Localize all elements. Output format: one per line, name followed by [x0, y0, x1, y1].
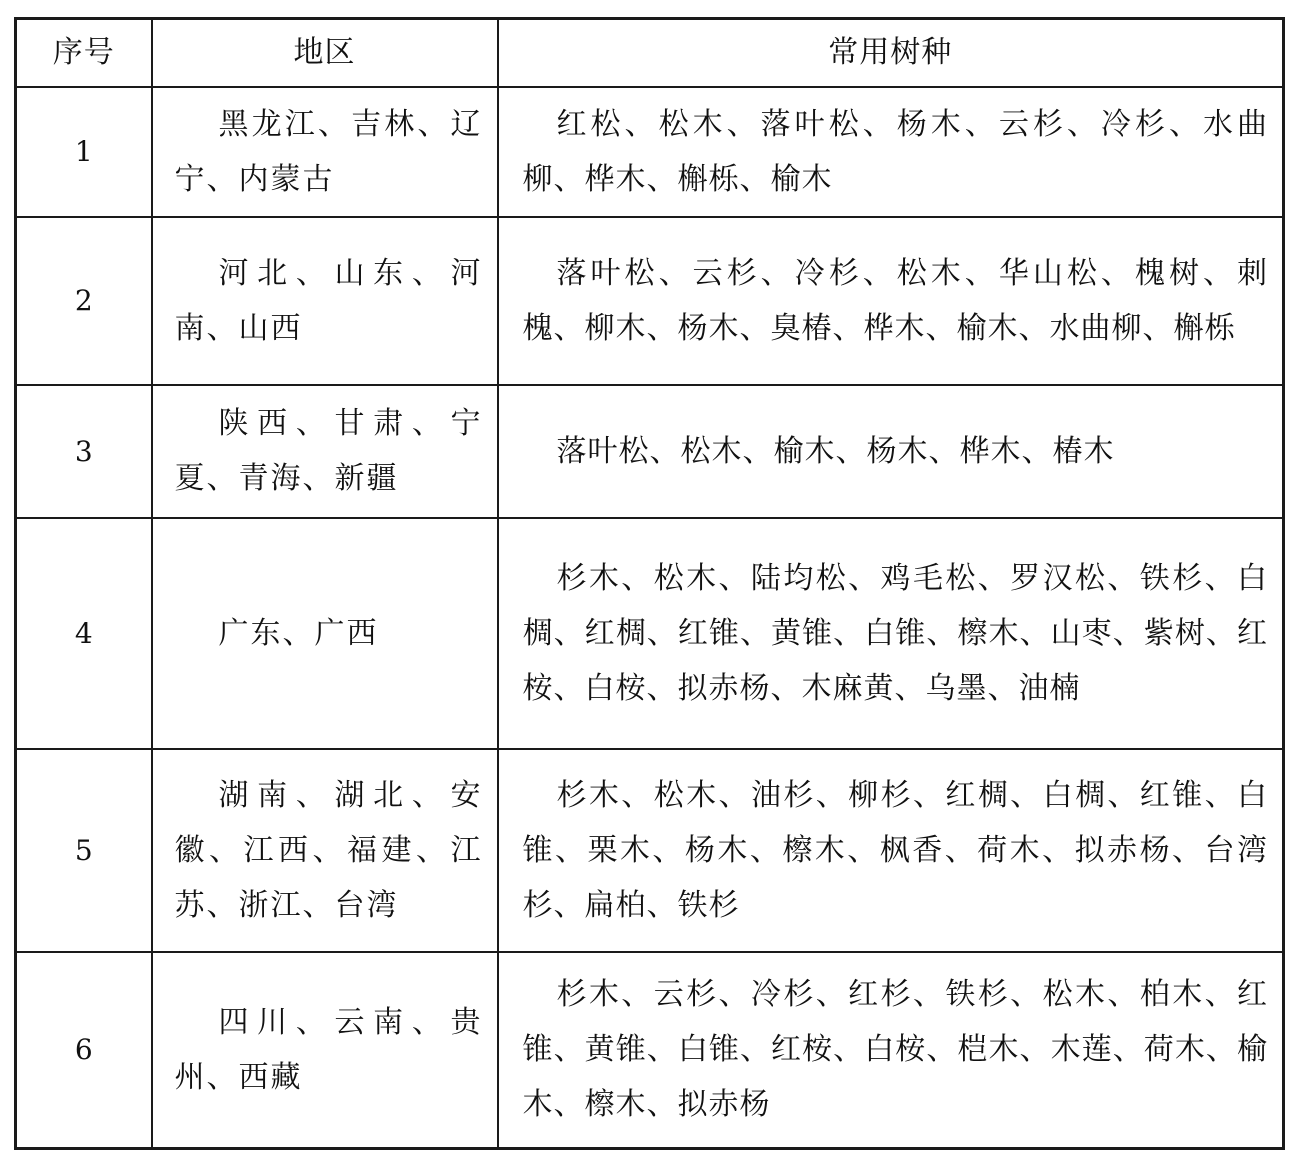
region-cell: 湖南、湖北、安徽、江西、福建、江苏、浙江、台湾: [152, 749, 498, 952]
table-row: [16, 749, 1284, 952]
table-row: [16, 87, 1284, 217]
region-cell: 广东、广西: [152, 518, 498, 749]
table-header-row: [16, 19, 1284, 87]
trees-cell: 落叶松、松木、榆木、杨木、桦木、椿木: [498, 385, 1284, 518]
header-trees: 常用树种: [498, 19, 1284, 87]
region-cell: 黑龙江、吉林、辽宁、内蒙古: [152, 87, 498, 217]
trees-cell: 红松、松木、落叶松、杨木、云杉、冷杉、水曲柳、桦木、槲栎、榆木: [498, 87, 1284, 217]
trees-cell: 杉木、松木、陆均松、鸡毛松、罗汉松、铁杉、白椆、红椆、红锥、黄锥、白锥、檫木、山枣、紫树、红桉、白桉、拟赤杨、木麻黄、乌墨、油楠: [498, 518, 1284, 749]
table-row: [16, 518, 1284, 749]
trees-cell: 落叶松、云杉、冷杉、松木、华山松、槐树、刺槐、柳木、杨木、臭椿、桦木、榆木、水曲柳、槲栎: [498, 217, 1284, 385]
table-row: [16, 385, 1284, 518]
region-cell: 陕西、甘肃、宁夏、青海、新疆: [152, 385, 498, 518]
trees-cell: 杉木、云杉、冷杉、红杉、铁杉、松木、柏木、红锥、黄锥、白锥、红桉、白桉、桤木、木莲、荷木、榆木、檫木、拟赤杨: [498, 952, 1284, 1149]
tree-species-table: [14, 17, 1285, 1150]
region-cell: 四川、云南、贵州、西藏: [152, 952, 498, 1149]
header-no: 序号: [16, 19, 152, 87]
row-number: 2: [16, 217, 152, 385]
row-number: 1: [16, 87, 152, 217]
table-row: [16, 217, 1284, 385]
header-region: 地区: [152, 19, 498, 87]
trees-cell: 杉木、松木、油杉、柳杉、红椆、白椆、红锥、白锥、栗木、杨木、檫木、枫香、荷木、拟赤杨、台湾杉、扁柏、铁杉: [498, 749, 1284, 952]
row-number: 6: [16, 952, 152, 1149]
tree-species-table-wrapper: [14, 17, 1282, 1147]
row-number: 5: [16, 749, 152, 952]
table-row: [16, 952, 1284, 1149]
row-number: 4: [16, 518, 152, 749]
region-cell: 河北、山东、河南、山西: [152, 217, 498, 385]
row-number: 3: [16, 385, 152, 518]
